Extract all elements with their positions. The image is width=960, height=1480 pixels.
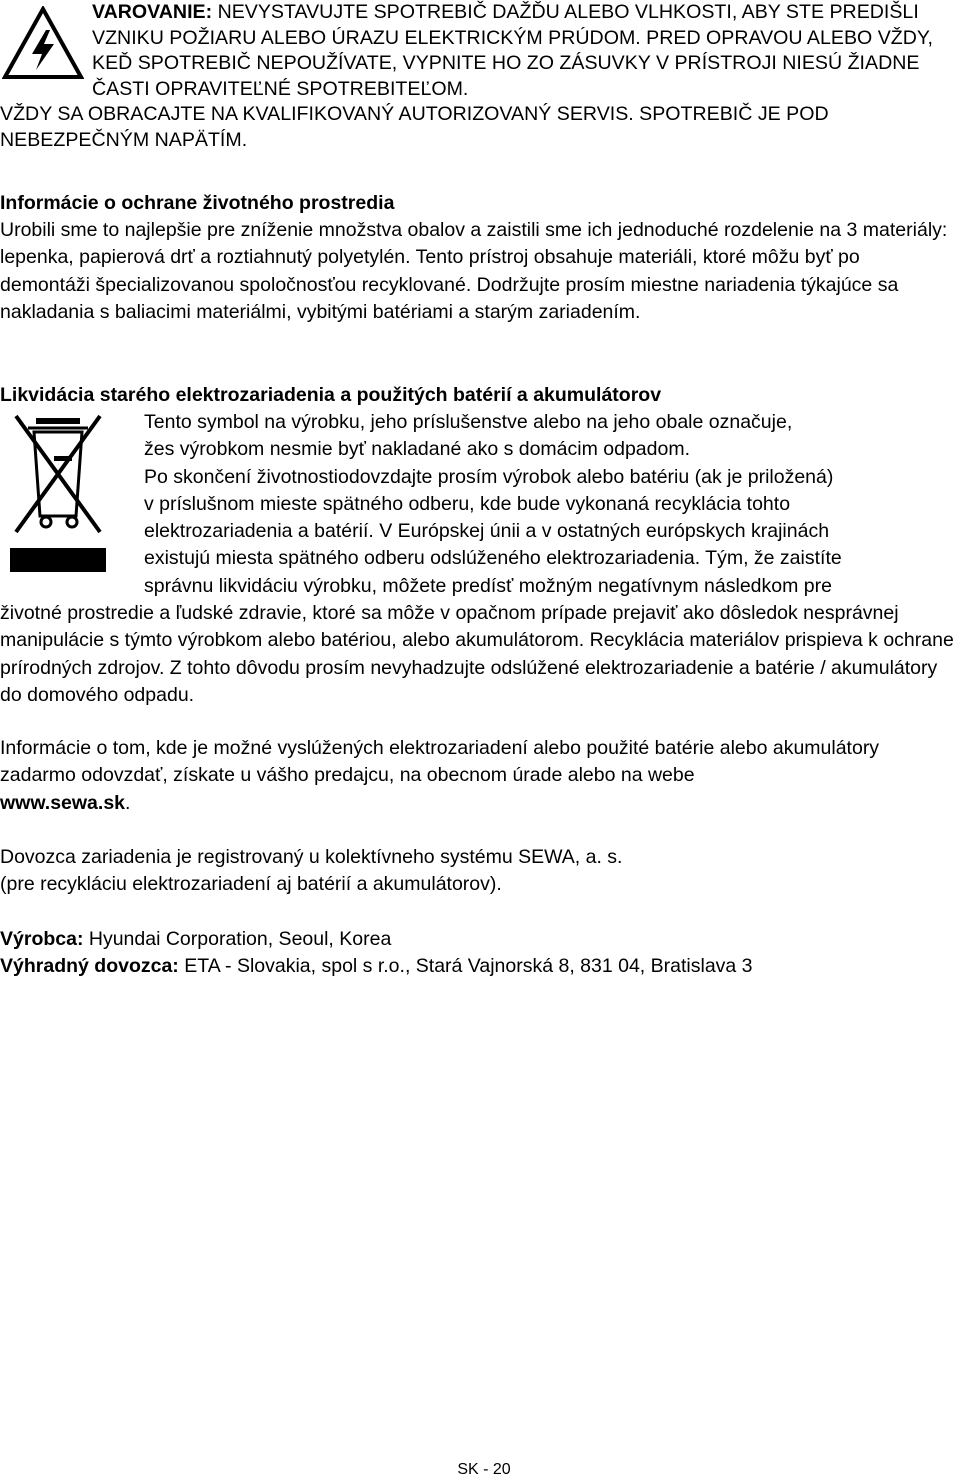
disposal-body: životné prostredie a ľudské zdravie, ktoré sa môže v opačnom prípade prejaviť ako dôsledok nesprávnej manipulácie s týmto výrobkom alebo batériou, alebo akumulátorom. Recyklácia materiálov prispieva k ochrane prírodných zdrojov. Z tohto dôvodu prosím nevyhadzujte odslúžené elektrozariadenie a batérie / akumulátory do domového odpadu. — [0, 602, 954, 706]
environment-body: Urobili sme to najlepšie pre zníženie množstva obalov a zaistili sme ich jednoduché rozdelenie na 3 materiály: lepenka, papierová drť a roztiahnutý polyetylén. Tento prístroj obsahuje materiáli, ktoré môžu byť po demontáži špecializovanou spoločnosťou recyklované. Dodržujte prosím miestne nariadenia týkajúce sa nakladania s baliacimi materiálmi, vybitými batériami a starým zariadením. — [0, 219, 948, 323]
exclusive-importer-value: ETA - Slovakia, spol s r.o., Stará Vajnorská 8, 831 04, Bratislava 3 — [184, 955, 753, 978]
warning-body: NEVYSTAVUJTE SPOTREBIČ DAŽĎU ALEBO VLHKOSTI, ABY STE PREDIŠLI VZNIKU POŽIARU ALEBO ÚRAZU ELEKTRICKÝM PRÚDOM. PRED OPRAVOU ALEBO VŽDY, KEĎ SPOTREBIČ NEPOUŽÍVATE, VYPNITE HO ZO ZÁSUVKY V PRÍSTROJI NIESÚ ŽIADNE ČASTI OPRAVITEĽNÉ SPOTREBITEĽOM. — [92, 1, 933, 100]
exclusive-importer-label: Výhradný dovozca: — [0, 955, 179, 978]
disposal-indented-line: v príslušnom mieste spätného odberu, kde bude vykonaná recyklácia tohto — [144, 492, 791, 515]
disposal-section — [0, 382, 958, 709]
sewa-link[interactable]: www.sewa.sk — [0, 791, 126, 814]
disposal-indented-text — [144, 409, 958, 600]
warning-label: VAROVANIE: — [92, 1, 213, 23]
crossed-out-bin-icon — [10, 412, 106, 572]
warning-body-2: VŽDY SA OBRACAJTE NA KVALIFIKOVANÝ AUTORIZOVANÝ SERVIS. SPOTREBIČ JE POD NEBEZPEČNÝM NAPÄTÍM. — [0, 103, 829, 151]
collection-info-body: Informácie o tom, kde je možné vyslúžených elektrozariadení alebo použité batérie alebo akumulátory zadarmo odovzdať, získate u vášho predajcu, na obecnom úrade alebo na webe — [0, 737, 880, 787]
importer-registration-line-1: Dovozca zariadenia je registrovaný u kolektívneho systému SEWA, a. s. — [0, 846, 623, 868]
disposal-indented-line: žes výrobkom nesmie byť nakladané ako s domácim odpadom. — [144, 438, 690, 461]
page-number: SK - 20 — [457, 1461, 511, 1478]
warning-block — [0, 0, 960, 153]
environment-section — [0, 190, 955, 326]
disposal-heading: Likvidácia starého elektrozariadenia a použitých batérií a akumulátorov — [0, 384, 662, 406]
warning-text — [0, 0, 960, 102]
disposal-indented-line: Po skončení životnostiodovzdajte prosím výrobok alebo batériu (ak je priložená) — [144, 465, 834, 488]
disposal-indented-line: existujú miesta spätného odberu odslúženého elektrozariadenia. Tým, že zaistíte — [144, 547, 842, 570]
exclusive-importer-line — [0, 953, 958, 980]
collection-info — [0, 735, 958, 817]
producer-value: Hyundai Corporation, Seoul, Korea — [88, 928, 392, 950]
producer-label: Výrobca: — [0, 928, 84, 950]
disposal-indented-line: elektrozariadenia a batérií. V Európskej únii a v ostatných európskych krajinách — [144, 520, 830, 543]
producer-line — [0, 926, 958, 953]
collection-info-text — [0, 735, 958, 817]
collection-info-end: . — [125, 791, 131, 814]
environment-heading: Informácie o ochrane životného prostredia — [0, 192, 395, 214]
disposal-indented-line: Tento symbol na výrobku, jeho príslušenstve alebo na jeho obale označuje, — [144, 411, 793, 433]
importer-registration-line-2: (pre recykláciu elektrozariadení aj batérií a akumulátorov). — [0, 873, 502, 896]
importer-registration — [0, 844, 958, 899]
producer-info — [0, 926, 958, 981]
disposal-indented-line: správnu likvidáciu výrobku, môžete predísť možným negatívnym následkom pre — [144, 574, 832, 597]
